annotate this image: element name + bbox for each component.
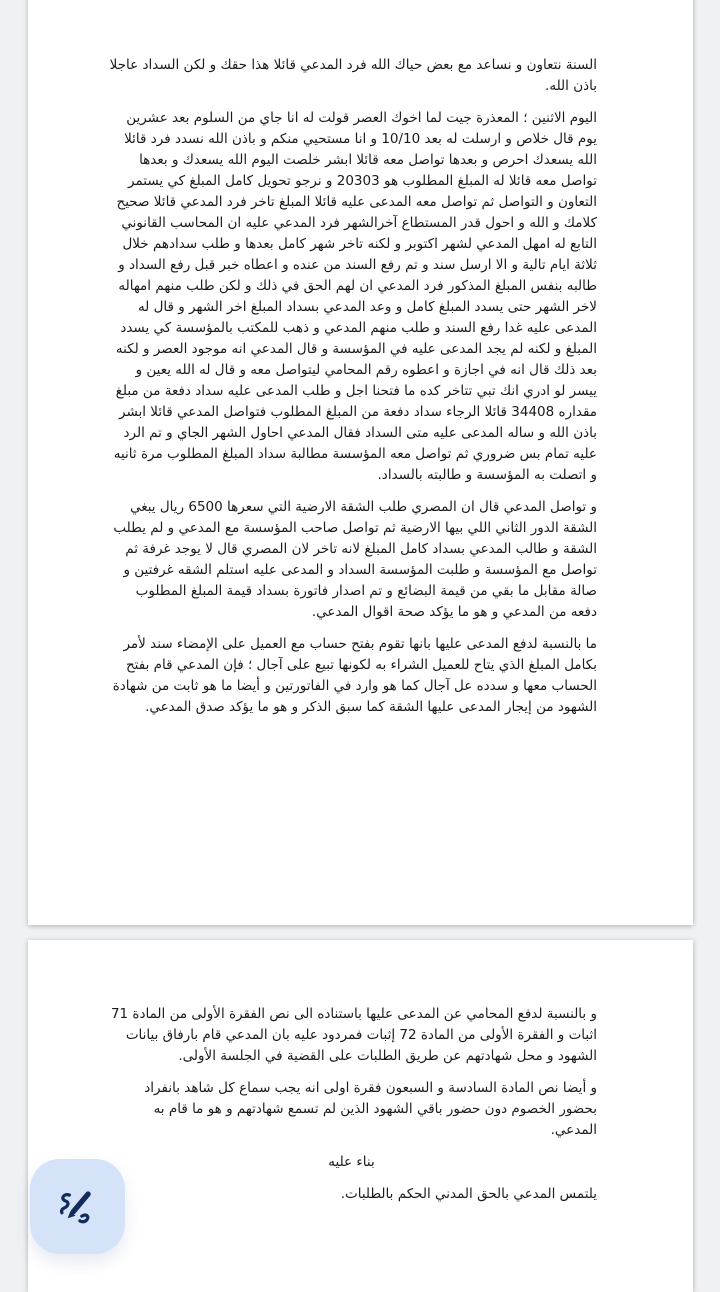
paragraph: ما بالنسبة لدفع المدعى عليها بانها تقوم بفتح حساب مع العميل على الإمضاء سند لأمر بكامل المبلغ الذي يتاح للعميل الشراء به لكونها تبيع على آجال ؛ فإن المدعي قام بفتح الحساب معها و سدده عل آجال كما هو وارد في الفاتورتين و أيضا ما هو ثابت من شهادة الشهود من إيجار المدعى عليها الشقة كما سبق الذكر و هو ما يؤكد صدق المدعي.	[112, 636, 597, 715]
page-2-text	[28, 940, 693, 1205]
paragraph: و أيضا نص المادة السادسة و السبعون فقرة اولى انه يجب سماع كل شاهد بانفراد بحضور الخصوم دون حضور باقي الشهود الذين لم تسمع شهادتهم و هو ما قام به المدعي.	[144, 1080, 597, 1138]
paragraph: و بالنسبة لدفع المحامي عن المدعى عليها باستناده الى نص الفقرة الأولى من المادة 71 اثبات و الفقرة الأولى من المادة 72 إثبات فمردود عليه بان المدعي قام بارفاق بيانات الشهود و محل شهادتهم عن طريق الطلبات على القضية في الجلسة الأولى.	[110, 1006, 597, 1064]
signature-pen-icon	[55, 1184, 101, 1230]
signature-fab-button[interactable]	[30, 1159, 125, 1254]
document-page-2	[28, 940, 693, 1292]
paragraph: و تواصل المدعي قال ان المصري طلب الشقة الارضية التي سعرها 6500 ريال يبغي الشقة الدور الثاني اللي بيها الارضية ثم تواصل صاحب المؤسسة مع المدعي و لم يطلب الشقة و طالب المدعي بسداد كامل المبلغ لانه تاخر لان المصري قال لا يوجد غرفة ثم تواصل مع المؤسسة و طلبت المؤسسة السداد و المدعى عليه استلم الشقه غرفتين و صالة مقابل ما بقي من قيمة البضائع و تم اصدار فاتورة بسداد قيمة المبلغ المطلوب دفعه من المدعي و هو ما يؤكد صحة اقوال المدعي.	[113, 499, 597, 620]
petition-line: يلتمس المدعي بالحق المدني الحكم بالطلبات.	[340, 1186, 597, 1202]
page-1-text	[28, 0, 693, 718]
document-page-1	[28, 0, 693, 925]
closing-heading: بناء عليه	[328, 1154, 375, 1170]
paragraph: اليوم الاثنين ؛ المعذرة جيت لما اخوك العصر قولت له انا جاي من السلوم بعد عشرين يوم قال خلاص و ارسلت له بعد 10/10 و انا مستحيي منكم و باذن الله نسدد فرد قائلا الله يسعدك احرص و بعدها تواصل معه قائلا ابشر خلصت اليوم الله يسعدك و بعدها تواصل معه قائلا له المبلغ المطلوب هو 20303 و نرجو تحويل كامل المبلغ كي يستمر التعاون و التواصل ثم تواصل معه المدعى عليه قائلا المبلغ تاخر فرد المدعي قائلا صحيح كلامك و الله و احول قدر المستطاع آخرالشهر فرد المدعي عليه ان المحاسب القانوني التابع له امهل المدعي لشهر اكتوبر و لكنه تاخر شهر كامل بعدها و طلب سدادهم خلال ثلاثة ايام تالية و الا ارسل سند و تم رفع السند من عنده و اعطاه خبر قبل رفع السداد و طالبه بنفس المبلغ المذكور فرد المدعي ان لهم الحق في ذلك و لكن طلب منهم امهاله لاخر الشهر حتى يسدد المبلغ كامل و وعد المدعي بسداد المبلغ اخر الشهر و قال له المدعى عليه غدا رفع السند و طلب منهم المدعي و ذهب للمكتب بالمؤسسة كي يسدد المبلغ و لكنه لم يجد المدعى عليه في المؤسسة و قال المدعي انه موجود العصر و لكنه بعد ذلك قال انه في اجازة و اعطوه رقم المحامي ليتواصل معه و قال له الله يعين و ييسر لو ادري انك تبي تتاخر كده ما فتحنا اجل و طلب المدعى عليه سداد دفعة من مبلغ مقداره 34408 قائلا الرجاء سداد دفعة من المبلغ المطلوب فتواصل المدعي قائلا ابشر باذن الله و ساله المدعى عليه متى السداد فقال المدعي احاول الشهر الجاي و تم الرد عليه تمام بس ضروري ثم تواصل معه المؤسسة مطالبة سداد المبلغ المطلوب مرة ثانيه و اتصلت به المؤسسة و طالبته بالسداد.	[113, 110, 597, 483]
paragraph: السنة نتعاون و نساعد مع بعض حياك الله فرد المدعي قائلا هذا حقك و لكن السداد عاجلا باذن الله.	[109, 57, 597, 94]
